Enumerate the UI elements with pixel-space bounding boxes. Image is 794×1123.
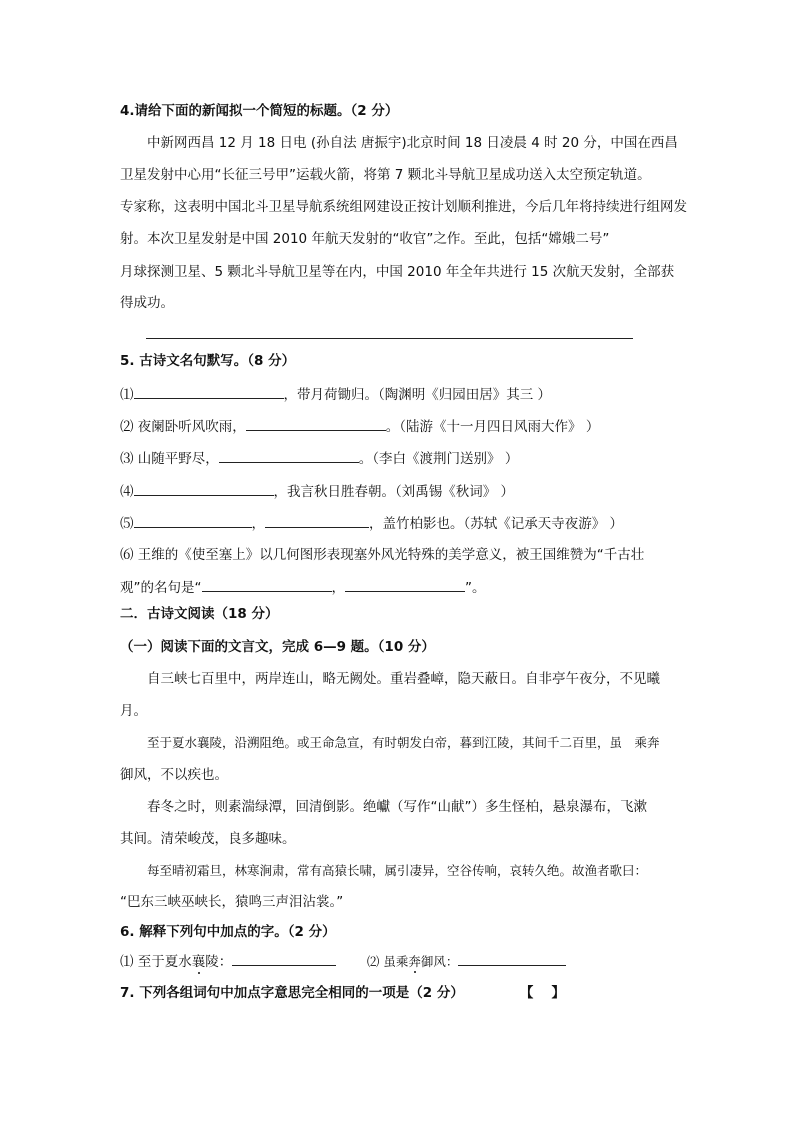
fill-blank[interactable] [246, 416, 386, 431]
q5-item-5 [120, 513, 623, 534]
q4-paragraph-line: 中新网西昌 12 月 18 日电 (孙自法 唐振宇)北京时间 18 日凌晨 4 时 20 分，中国在西昌 [147, 135, 678, 151]
item-text: ”。 [465, 580, 486, 596]
question-4-title: 4.请给下面的新闻拟一个简短的标题。（2 分） [120, 103, 399, 119]
q5-item-2 [120, 416, 599, 437]
fill-blank[interactable] [265, 513, 369, 528]
passage-line: 御风，不以疾也。 [120, 767, 228, 783]
fill-blank[interactable] [202, 577, 332, 592]
item-text: ，带月荷锄归。（陶渊明《归园田居》其三 ） [283, 387, 552, 403]
section-2-title: 二．古诗文阅读（18 分） [120, 606, 279, 622]
answer-bracket[interactable]: 【 】 [519, 985, 566, 1001]
passage-line: 其间。清荣峻茂，良多趣味。 [120, 831, 296, 847]
item-text: ⑶ 山随平野尽， [120, 451, 219, 467]
passage-line: “巴东三峡巫峡长，猿鸣三声泪沾裳。” [120, 894, 344, 910]
fill-blank[interactable] [219, 448, 359, 463]
item-text: ⑵ 虽乘 [366, 954, 409, 969]
passage-line: 月。 [120, 703, 147, 719]
fill-blank[interactable] [232, 951, 336, 966]
q5-item-6: ⑹ 王维的《使至塞上》以几何图形表现塞外风光特殊的美学意义，被王国维赞为“千古壮 [120, 547, 645, 563]
q5-item-1 [120, 384, 551, 405]
fill-blank[interactable] [134, 513, 252, 528]
section-2-sub-1: （一）阅读下面的文言文，完成 6—9 题。（10 分） [120, 639, 435, 655]
item-text: 7. 下列各组词句中加点字意思完全相同的一项是（2 分） [120, 985, 464, 1001]
question-7-title [120, 983, 565, 1003]
item-text: 。（李白《渡荆门送别》 ） [358, 451, 519, 467]
item-text: ， [251, 516, 265, 532]
item-number: ⑴ [120, 387, 134, 403]
fill-blank[interactable] [134, 481, 274, 496]
item-text: ⑵ 夜阑卧听风吹雨， [120, 419, 246, 435]
fill-blank[interactable] [345, 577, 465, 592]
fill-blank[interactable] [134, 384, 284, 399]
q4-paragraph-line: 得成功。 [120, 295, 174, 311]
item-number: ⑸ [120, 516, 134, 532]
item-text: ⑴ 至于夏水 [120, 954, 192, 970]
item-text: 御风： [420, 954, 459, 969]
q4-answer-line[interactable] [146, 338, 633, 339]
question-6-title: 6. 解释下列句中加点的字。（2 分） [120, 924, 336, 940]
q6-items [120, 951, 566, 972]
q4-paragraph-line: 卫星发射中心用“长征三号甲”运载火箭，将第 7 颗北斗导航卫星成功送入太空预定轨道。 [120, 167, 651, 183]
item-number: ⑷ [120, 484, 134, 500]
item-text: 。（陆游《十一月四日风雨大作》 ） [385, 419, 600, 435]
q4-paragraph-line: 射。本次卫星发射是中国 2010 年航天发射的“收官”之作。至此，包括“嫦娥二号” [120, 231, 610, 247]
q4-paragraph-line: 月球探测卫星、5 颗北斗导航卫星等在内，中国 2010 年全年共进行 15 次航天发射，全部获 [120, 264, 675, 280]
passage-line: 春冬之时，则素湍绿潭，回清倒影。绝巘（写作“山献”）多生怪柏，悬泉瀑布，飞漱 [147, 799, 647, 815]
item-text: ，我言秋日胜春朝。（刘禹锡《秋词》 ） [273, 484, 515, 500]
q5-item-3 [120, 448, 518, 469]
fill-blank[interactable] [458, 951, 566, 966]
item-text: 观”的名句是“ [120, 580, 202, 596]
item-text: ， [331, 580, 345, 596]
item-text: 陵： [205, 954, 233, 970]
q4-paragraph-line: 专家称，这表明中国北斗卫星导航系统组网建设正按计划顺利推进，今后几年将持续进行组网发 [120, 199, 687, 215]
passage-line: 至于夏水襄陵，沿溯阻绝。或王命急宣，有时朝发白帝，暮到江陵，其间千二百里，虽 乘奔 [147, 735, 660, 750]
item-text: ，盖竹柏影也。（苏轼《记承天寺夜游》 ） [369, 516, 624, 532]
dotted-char: 奔 [408, 954, 421, 969]
passage-line: 自三峡七百里中，两岸连山，略无阙处。重岩叠嶂，隐天蔽日。自非亭午夜分，不见曦 [147, 671, 660, 687]
dotted-char: 襄 [191, 954, 206, 970]
passage-line: 每至晴初霜旦，林寒涧肃，常有高猿长啸，属引凄异，空谷传响，哀转久绝。故渔者歌曰： [147, 863, 648, 878]
question-5-title: 5. 古诗文名句默写。（8 分） [120, 353, 296, 369]
q5-item-6-continued [120, 577, 486, 598]
q5-item-4 [120, 481, 514, 502]
